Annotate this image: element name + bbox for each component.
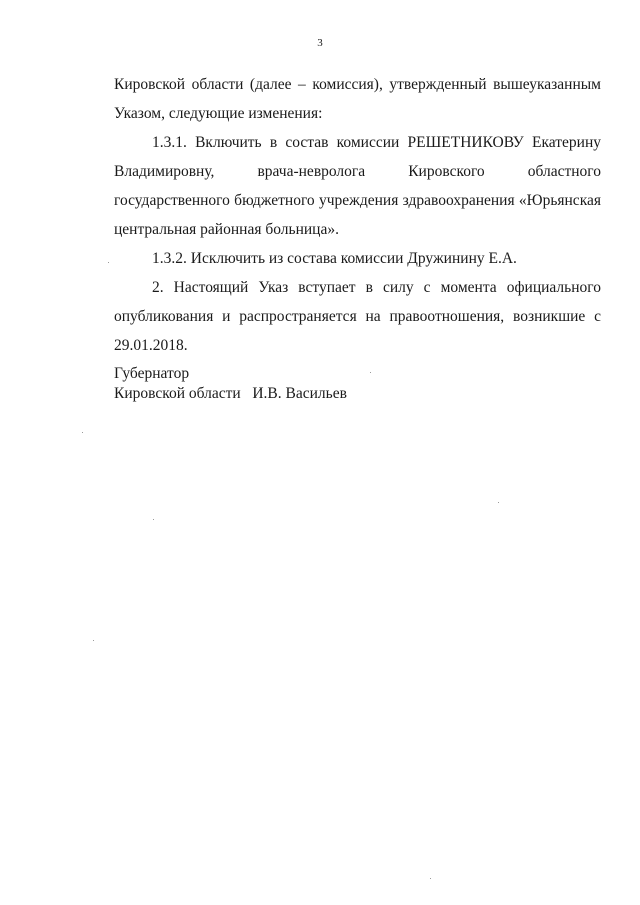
document-body <box>114 70 601 360</box>
scan-speck <box>370 372 371 373</box>
paragraph-2: 2. Настоящий Указ вступает в силу с момента официального опубликования и распространяется на правоотношения, возникшие с 29.01.2018. <box>114 279 601 354</box>
signature-block <box>114 364 347 404</box>
signature-region: Кировской области <box>114 385 241 402</box>
paragraph-continuation: Кировской области (далее – комиссия), утвержденный вышеуказанным Указом, следующие изменения: <box>114 76 601 122</box>
scan-speck <box>82 432 83 433</box>
signature-name: И.В. Васильев <box>252 385 347 402</box>
page-number: 3 <box>317 37 323 49</box>
scan-speck <box>153 519 154 520</box>
signature-title: Губернатор <box>114 365 190 382</box>
scan-speck <box>430 878 431 879</box>
scan-speck <box>108 262 109 263</box>
signature-line <box>114 384 347 404</box>
scan-speck <box>498 502 499 503</box>
scan-speck <box>93 640 94 641</box>
paragraph-1-3-2: 1.3.2. Исключить из состава комиссии Дружинину Е.А. <box>152 250 517 267</box>
paragraph-1-3-1: 1.3.1. Включить в состав комиссии РЕШЕТНИКОВУ Екатерину Владимировну, врача-невролога Кировского областного государственного бюджетного учреждения здравоохранения «Юрьянская центральная районная больница». <box>114 134 601 238</box>
